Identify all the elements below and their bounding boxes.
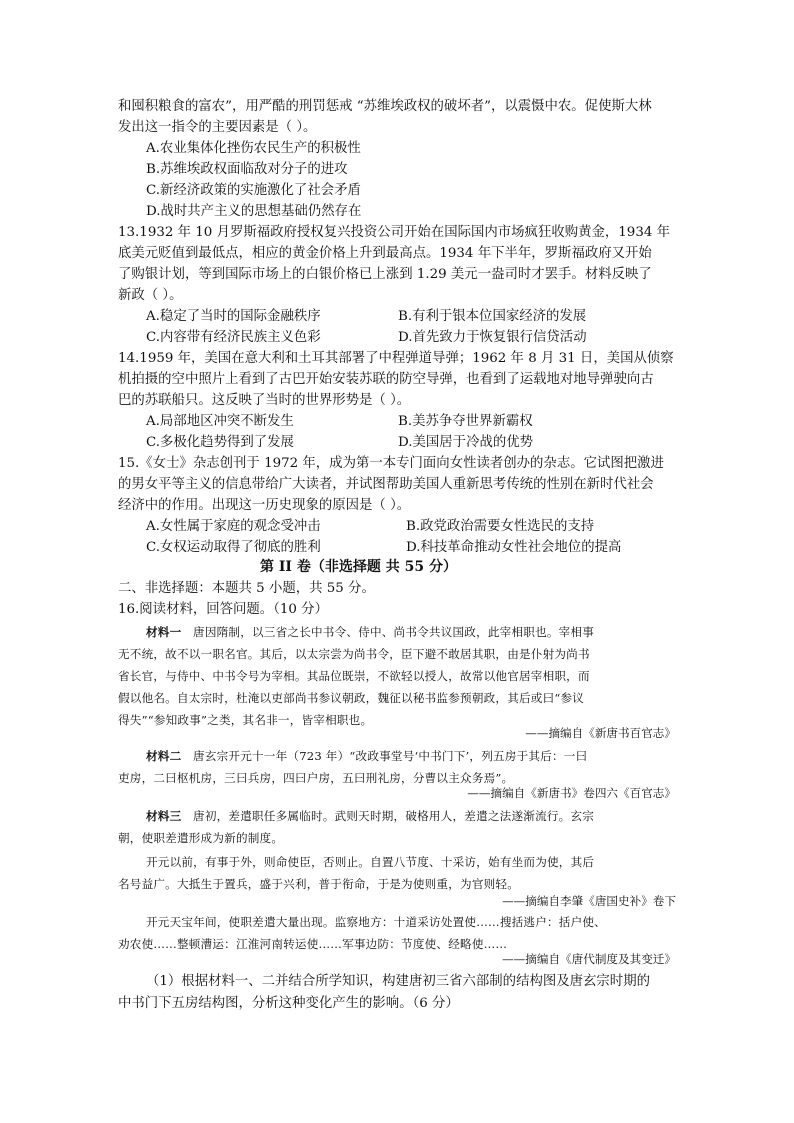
material2-line1 [146,746,587,766]
material3-source2: ——摘编自李肇《唐国史补》卷下 [502,894,676,908]
q12-option-b: B.苏维埃政权面临敌对分子的进攻 [146,162,348,177]
q12-option-d: D.战时共产主义的思想基础仍然存在 [146,204,362,219]
material1-line1 [146,622,594,642]
q14-option-a: A.局部地区冲突不断发生 [146,414,294,429]
q13-stem-line3: 了购银计划，等到国际市场上的白银价格已上涨到 1.29 美元一盎司时才罢手。材料反映了 [118,267,652,282]
q12-option-c: C.新经济政策的实施激化了社会矛盾 [146,183,361,198]
section-intro: 二、非选择题：本题共 5 小题，共 55 分。 [118,581,375,596]
q16-1-line2: 中书门下五房结构图，分析这种变化产生的影响。（6 分） [118,996,459,1011]
q14-option-c: C.多极化趋势得到了发展 [146,435,294,450]
q12-stem-line2: 发出这一指令的主要因素是（ ）。 [118,120,317,135]
material3-label: 材料三 [146,809,182,823]
q13-option-d: D.首先致力于恢复银行信贷活动 [398,330,587,345]
material3-para3-line2: 劝农使……整顿漕运：江淮河南转运使……军事边防：节度使、经略使…… [118,937,508,951]
q13-stem-line2: 底美元贬值到最低点，相应的黄金价格上升到最高点。1934 年下半年，罗斯福政府又开始 [118,246,652,261]
q15-stem-line3: 经济中的作用。出现这一历史现象的原因是（ ）。 [118,498,411,513]
q14-option-d: D.美国居于冷战的优势 [398,435,534,450]
q13-option-a: A.稳定了当时的国际金融秩序 [146,309,321,324]
material1-line2: 无不统，故不以一职名官。其后，以太宗尝为尚书令，臣下避不敢居其职，由是仆射为尚书 [118,647,590,661]
q15-option-d: D.科技革命推动女性社会地位的提高 [406,540,622,555]
q12-stem-line1: 和囤积粮食的富农”，用严酷的刑罚惩戒 “苏维埃政权的破坏者”，以震慑中农。促使斯大林 [118,99,652,114]
q15-option-a: A.女性属于家庭的观念受冲击 [146,519,321,534]
material2-line2: 吏房，二曰枢机房，三曰兵房，四曰户房，五曰刑礼房，分曹以主众务焉”。 [118,771,514,785]
section-title: 第 II 卷（非选择题 共 55 分） [260,559,457,575]
material2-source: ——摘编自《新唐书》卷四六《百官志》 [467,786,676,800]
material1-source: ——摘编自《新唐书百官志》 [525,726,676,740]
q15-stem-line2: 的男女平等主义的信息带给广大读者，并试图帮助美国人重新思考传统的性别在新时代社会 [118,477,654,492]
material1-line5: 得失”“参知政事”之类，其名非一，皆宰相职也。 [118,713,373,727]
q15-option-b: B.政党政治需要女性选民的支持 [406,519,595,534]
material2-label: 材料二 [146,749,182,763]
q13-stem-line1: 13.1932 年 10 月罗斯福政府授权复兴投资公司开始在国际国内市场疯狂收购黄金，1934 年 [118,225,671,240]
q15-option-c: C.女权运动取得了彻底的胜利 [146,540,321,555]
q12-option-a: A.农业集体化挫伤农民生产的积极性 [146,141,361,156]
material1-line4: 假以他名。自太宗时，杜淹以吏部尚书参议朝政，魏征以秘书监参预朝政，其后或曰“参议 [118,691,585,705]
material3-para3-line1: 开元天宝年间，使职差遣大量出现。监察地方：十道采访处置使……搜括逃户：括户使、 [146,915,606,929]
q16-title: 16.阅读材料，回答问题。（10 分） [118,602,328,617]
q13-option-b: B.有利于银本位国家经济的发展 [398,309,587,324]
material3-line2: 朝，使职差遣形成为新的制度。 [118,831,284,845]
q14-stem-line3: 巴的苏联船只。这反映了当时的世界形势是（ ）。 [118,393,411,408]
material3-para2-line2: 名号益广。大抵生于置兵，盛于兴利，普于衔命，于是为使则重，为官则轻。 [118,877,519,891]
q15-stem-line1: 15.《女士》杂志创刊于 1972 年，成为第一本专门面向女性读者创办的杂志。它试图把激进 [118,456,664,471]
material3-source3: ——摘编自《唐代制度及其变迁》 [502,952,676,966]
material3-line1 [146,806,594,826]
q13-option-c: C.内容带有经济民族主义色彩 [146,330,321,345]
q14-stem-line1: 14.1959 年，美国在意大利和土耳其部署了中程弹道导弹；1962 年 8 月 31 日，美国从侦察 [118,351,674,366]
material1-label: 材料一 [146,625,182,639]
material1-line3: 省长官，与侍中、中书令号为宰相。其品位既崇，不欲轻以授人，故常以他官居宰相职，而 [118,669,590,683]
q14-option-b: B.美苏争夺世界新霸权 [398,414,533,429]
material3-text-1: 唐初，差遣职任多属临时。武则天时期，破格用人，差遣之法遂渐流行。玄宗 [193,809,595,823]
material3-para2-line1: 开元以前，有事于外，则命使臣，否则止。自置八节度、十采访，始有坐而为使，其后 [146,855,595,869]
q16-1-line1: （1）根据材料一、二并结合所学知识，构建唐初三省六部制的结构图及唐玄宗时期的 [146,974,650,989]
q14-stem-line2: 机拍摄的空中照片上看到了古巴开始安装苏联的防空导弹，也看到了运载地对地导弹驶向古 [118,372,654,387]
q13-stem-line4: 新政（ ）。 [118,288,183,303]
material1-text-1: 唐因隋制，以三省之长中书令、侍中、尚书令共议国政，此宰相职也。宰相事 [193,625,595,639]
material2-text-1: 唐玄宗开元十一年（723 年）“改政事堂号‘中书门下’，列五房于其后：一曰 [193,749,588,763]
